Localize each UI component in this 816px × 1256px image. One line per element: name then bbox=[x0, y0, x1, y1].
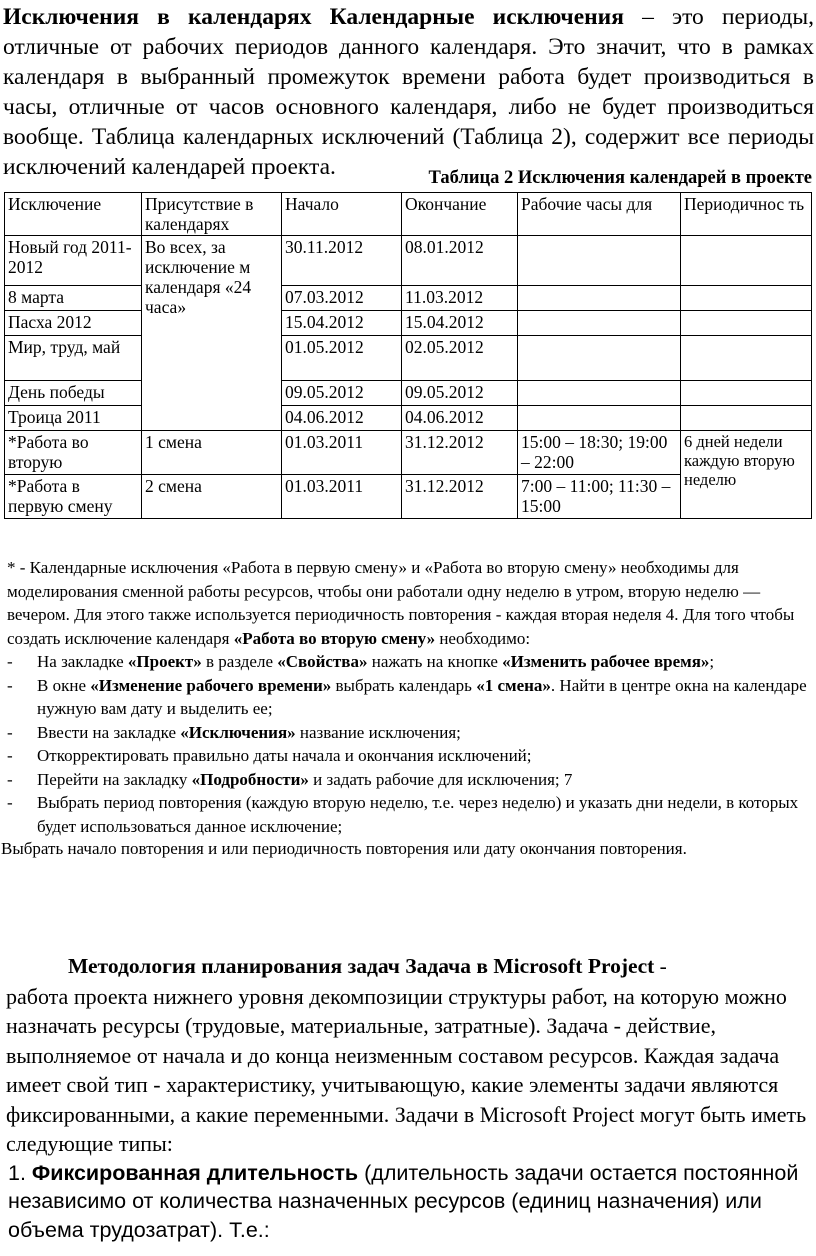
work-hours bbox=[518, 406, 681, 431]
start-date: 01.03.2011 bbox=[282, 431, 402, 475]
header-cell: Периодичнос ть bbox=[681, 193, 812, 236]
work-hours: 15:00 – 18:30; 19:00 – 22:00 bbox=[518, 431, 681, 475]
table-row bbox=[5, 431, 812, 475]
end-date: 02.05.2012 bbox=[402, 336, 518, 381]
start-date: 09.05.2012 bbox=[282, 381, 402, 406]
step-text: Выбрать период повторения (каждую вторую неделю, т.е. через неделю) и указать дни недели, в которых будет использоваться данное исключение; bbox=[37, 793, 799, 836]
footnote-text: * - Календарные исключения «Работа в первую смену» и «Работа во вторую смену» необходимы для моделирования сменной работы ресурсов, чтобы они работали одну неделю в утром, вторую неделю — вечером. Для этого также используется периодичность повторения - каждая вторая неделя 4. Для того чтобы создать исключение календаря bbox=[7, 558, 795, 648]
exception-name: Новый год 2011-2012 bbox=[5, 236, 142, 286]
step-text: нажать на кнопке bbox=[367, 652, 503, 671]
table-row bbox=[5, 406, 812, 431]
footnote-paragraph bbox=[7, 556, 813, 650]
methodology-section bbox=[6, 952, 814, 1244]
exception-name: Пасха 2012 bbox=[5, 311, 142, 336]
exception-name: *Работа в первую смену bbox=[5, 475, 142, 519]
step-text: Откорректировать правильно даты начала и окончания исключений; bbox=[37, 746, 532, 765]
header-cell: Исключение bbox=[5, 193, 142, 236]
step-bold: «Свойства» bbox=[277, 652, 368, 671]
end-date: 11.03.2012 bbox=[402, 286, 518, 311]
heading-bold: Методология планирования задач Задача в Microsoft Project bbox=[68, 954, 655, 978]
exception-name: *Работа во вторую bbox=[5, 431, 142, 475]
step-text: В окне bbox=[37, 675, 91, 695]
step-bold: «1 смена» bbox=[476, 675, 551, 695]
table-caption: Таблица 2 Исключения календарей в проекте bbox=[428, 168, 812, 188]
work-hours: 7:00 – 11:00; 11:30 – 15:00 bbox=[518, 475, 681, 519]
item-bold: Фиксированная длительность bbox=[31, 1160, 359, 1185]
header-cell: Окончание bbox=[402, 193, 518, 236]
exception-name: День победы bbox=[5, 381, 142, 406]
step-bold: «Проект» bbox=[127, 652, 202, 671]
step-text: в разделе bbox=[201, 652, 278, 671]
list-item bbox=[7, 744, 813, 768]
item-text: (длительность задачи остается постоянной независимо от количества назначенных ресурсов (единиц назначения) или объема трудозатрат). Т.е.: bbox=[8, 1160, 799, 1242]
presence: 1 смена bbox=[142, 431, 282, 475]
list-item bbox=[7, 674, 813, 721]
end-date: 04.06.2012 bbox=[402, 406, 518, 431]
step-text: Перейти на закладку bbox=[37, 769, 192, 789]
item-number: 1. bbox=[8, 1160, 32, 1185]
presence: 2 смена bbox=[142, 475, 282, 519]
work-hours bbox=[518, 236, 681, 286]
methodology-body: работа проекта нижнего уровня декомпозиции структуры работ, на которую можно назначать ресурсы (трудовые, материальные, затратные). Задача - действие, выполняемое от начала и до конца неизменным составом ресурсов. Каждая задача имеет свой тип - характеристику, учитывающую, какие элементы задачи являются фиксированными, а какие переменными. Задачи в Microsoft Project могут быть иметь следующие типы: bbox=[6, 983, 807, 1156]
instructions-section bbox=[1, 556, 813, 859]
step-text: ; bbox=[709, 652, 715, 671]
footnote-end: необходимо: bbox=[435, 628, 531, 648]
step-bold: «Изменить рабочее время» bbox=[502, 652, 710, 671]
intro-body: – это периоды, отличные от рабочих периодов данного календаря. Это значит, что в рамках календаря в выбранный промежуток времени работа будет производиться в часы, отличные от часов основного календаря, либо не будет производиться вообще. Таблица календарных исключений (Таблица 2), содержит все периоды исключений календарей проекта. bbox=[3, 4, 815, 180]
table-header-row bbox=[5, 193, 812, 236]
table-row bbox=[5, 286, 812, 311]
step-text: выбрать календарь bbox=[331, 675, 477, 695]
presence-merged: Во всех, за исключение м календаря «24 часа» bbox=[142, 236, 282, 431]
periodicity-merged: 6 дней недели каждую вторую неделю bbox=[681, 431, 812, 519]
start-date: 30.11.2012 bbox=[282, 236, 402, 286]
periodicity bbox=[681, 311, 812, 336]
step-bold: «Изменение рабочего времени» bbox=[90, 675, 332, 695]
steps-list bbox=[7, 650, 813, 838]
table-row bbox=[5, 381, 812, 406]
periodicity bbox=[681, 336, 812, 381]
exceptions-table bbox=[4, 192, 812, 519]
step-text: На закладке bbox=[37, 652, 128, 671]
periodicity bbox=[681, 406, 812, 431]
work-hours bbox=[518, 286, 681, 311]
end-date: 15.04.2012 bbox=[402, 311, 518, 336]
list-item bbox=[7, 650, 813, 674]
step-text: Ввести на закладке bbox=[37, 722, 181, 742]
start-date: 01.03.2011 bbox=[282, 475, 402, 519]
exception-name: 8 марта bbox=[5, 286, 142, 311]
heading-dash: - bbox=[654, 954, 667, 978]
end-date: 08.01.2012 bbox=[402, 236, 518, 286]
intro-title: Исключения в календарях Календарные исключения bbox=[3, 4, 624, 30]
step-text: название исключения; bbox=[295, 722, 461, 742]
step-text: . Найти в центре окна на календаре нужную вам дату и выделить ее; bbox=[37, 675, 807, 718]
list-item bbox=[7, 721, 813, 745]
table-row bbox=[5, 236, 812, 286]
list-item bbox=[7, 791, 813, 838]
list-item bbox=[7, 768, 813, 792]
table-row bbox=[5, 311, 812, 336]
end-date: 31.12.2012 bbox=[402, 431, 518, 475]
step-text: и задать рабочие для исключения; 7 bbox=[308, 769, 573, 789]
header-cell: Начало bbox=[282, 193, 402, 236]
intro-paragraph bbox=[3, 2, 814, 182]
periodicity bbox=[681, 381, 812, 406]
work-hours bbox=[518, 336, 681, 381]
step-bold: «Исключения» bbox=[180, 722, 296, 742]
start-date: 01.05.2012 bbox=[282, 336, 402, 381]
task-type-item bbox=[6, 1159, 814, 1245]
header-cell: Рабочие часы для bbox=[518, 193, 681, 236]
exception-name: Мир, труд, май bbox=[5, 336, 142, 381]
work-hours bbox=[518, 381, 681, 406]
start-date: 04.06.2012 bbox=[282, 406, 402, 431]
work-hours bbox=[518, 311, 681, 336]
methodology-heading bbox=[6, 952, 814, 982]
end-date: 31.12.2012 bbox=[402, 475, 518, 519]
periodicity bbox=[681, 286, 812, 311]
header-cell: Присутствие в календарях bbox=[142, 193, 282, 236]
final-instruction: Выбрать начало повторения и или периодичность повторения или дату окончания повторения. bbox=[1, 839, 687, 858]
step-bold: «Подробности» bbox=[191, 769, 309, 789]
exception-name: Троица 2011 bbox=[5, 406, 142, 431]
periodicity bbox=[681, 236, 812, 286]
start-date: 15.04.2012 bbox=[282, 311, 402, 336]
start-date: 07.03.2012 bbox=[282, 286, 402, 311]
table-row bbox=[5, 336, 812, 381]
end-date: 09.05.2012 bbox=[402, 381, 518, 406]
footnote-bold: «Работа во вторую смену» bbox=[233, 628, 436, 648]
